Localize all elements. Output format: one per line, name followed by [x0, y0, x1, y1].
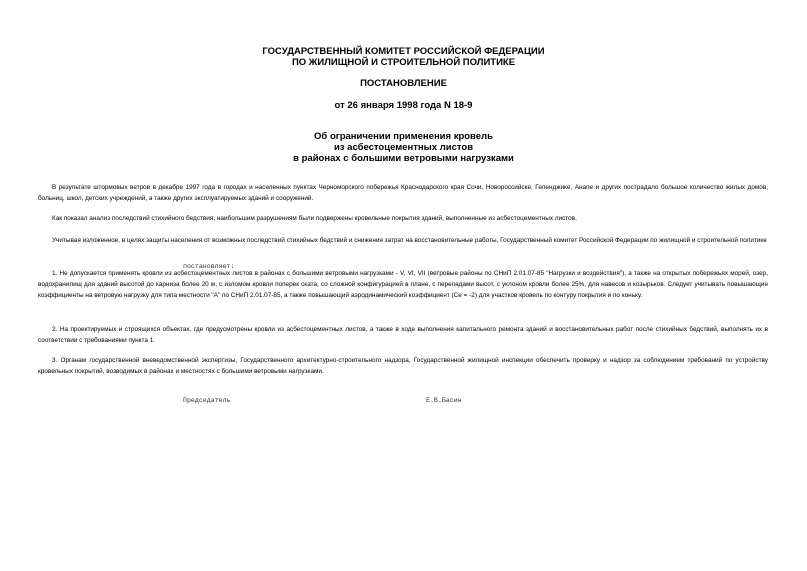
authority-line-2: ПО ЖИЛИЩНОЙ И СТРОИТЕЛЬНОЙ ПОЛИТИКЕ	[291, 57, 516, 68]
paragraph-item-1: 1. Не допускается применять кровли из асбестоцементных листов в районах с большими ветровыми нагрузками - V, VI, VII (ветровые районы по СНиП 2.01.07-85 "Нагрузки и воздействия"), а также на открытых побережьях морей, озер, водохранилищ для зданий высотой до карниза более 20 м, с изломом кровли поперек ската, со сложной конфигурацией в плане, с перепадами высот, с уклоном кровли более 25%, для навесов и козырьков. Следует учитывать повышающие коэффициенты на ветровую нагрузку для типа местности "А" по СНиП 2.01.07-85, а также повышающий аэродинамический коэффициент (Се = -2) для участков кровель по контуру покрытия и по коньку.	[38, 270, 768, 299]
authority-line-1: ГОСУДАРСТВЕННЫЙ КОМИТЕТ РОССИЙСКОЙ ФЕДЕРАЦИИ	[262, 46, 545, 57]
signature-role: Председатель	[183, 397, 231, 404]
paragraph-item-2: 2. На проектируемых и строящихся объектах, где предусмотрены кровли из асбестоцементных листов, а также в ходе выполнения капитального ремонта зданий и восстановительных работ после стихийных бедствий, выполнять их в соответствии с требованиями пункта 1.	[38, 326, 768, 344]
document-title	[0, 131, 807, 164]
signature-name: Е.В.Басин	[426, 397, 462, 404]
paragraph-item-3: 3. Органам государственной вневедомственной экспертизы, Государственного архитектурно-строительного надзора, Государственной жилищной инспекции обеспечить проверку и надзор за соблюдением требований по устройству кровельных покрытий, возводимых в районах и местностях с большими ветровыми нагрузками.	[38, 357, 768, 375]
resolves-label: постановляет:	[183, 263, 235, 270]
document-date-number: от 26 января 1998 года N 18-9	[334, 100, 473, 111]
paragraph-preamble-2: Как показал анализ последствий стихийного бедствия, наибольшим разрушениям были подвержены кровельные покрытия зданий, выполненные из асбестоцементных листов.	[52, 215, 577, 222]
document-type: ПОСТАНОВЛЕНИЕ	[360, 78, 447, 89]
title-line-2: из асбестоцементных листов	[333, 142, 474, 153]
title-line-1: Об ограничении применения кровель	[314, 131, 493, 142]
paragraph-preamble-3: Учитывая изложенное, в целях защиты населения от возможных последствий стихийных бедствий и снижения затрат на восстановительные работы, Государственный комитет Российской Федерации по жилищной и строительной политике	[52, 237, 767, 244]
paragraph-preamble-1: В результате штормовых ветров в декабре 1997 года в городах и населенных пунктах Черноморского побережья Краснодарского края Сочи, Новороссийске, Геленджике, Анапе и других пострадало большое количество жилых домов, больниц, школ, детских учреждений, а также других эксплуатируемых зданий и сооружений.	[38, 184, 768, 202]
title-line-3: в районах с большими ветровыми нагрузками	[293, 153, 514, 164]
issuing-authority	[0, 46, 807, 68]
